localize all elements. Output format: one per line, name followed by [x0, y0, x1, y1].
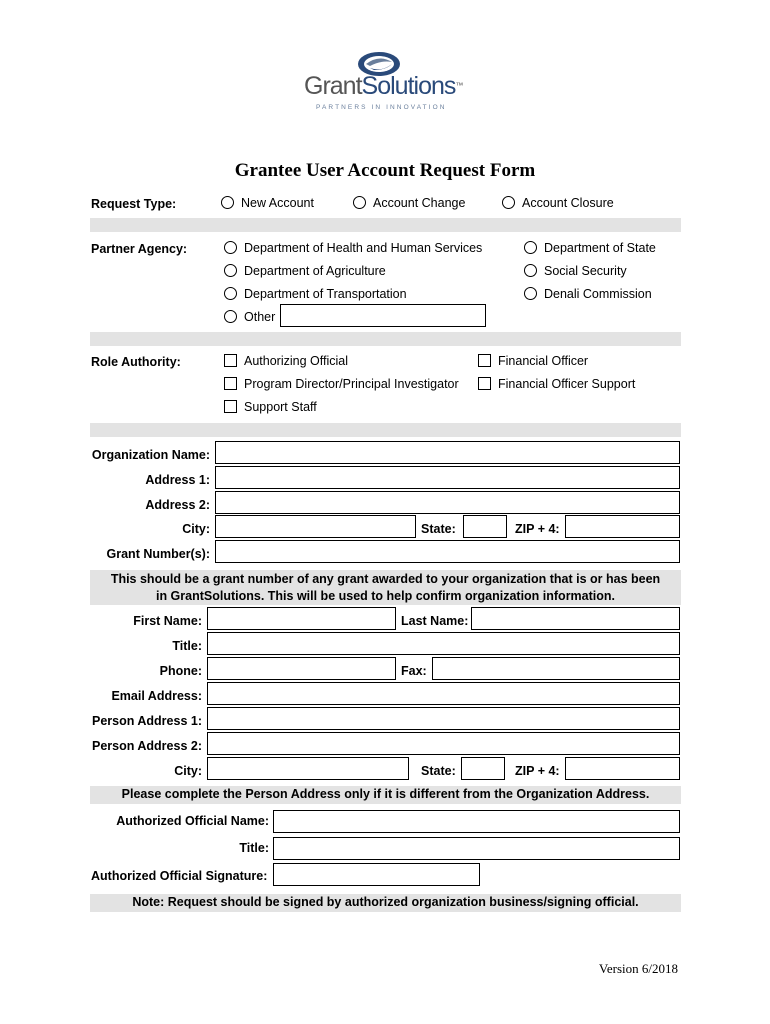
person-address1-label: Person Address 1:	[92, 714, 202, 728]
option-state: Department of State	[544, 241, 656, 255]
fax-label: Fax:	[401, 664, 427, 678]
option-new-account: New Account	[241, 196, 314, 210]
official-title-label: Title:	[239, 841, 269, 855]
email-input[interactable]	[207, 682, 680, 705]
org-address2-label: Address 2:	[145, 498, 210, 512]
org-address1-input[interactable]	[215, 466, 680, 489]
official-signature-input[interactable]	[273, 863, 480, 886]
grant-number-label: Grant Number(s):	[106, 547, 210, 561]
checkbox-program-director[interactable]	[224, 377, 237, 390]
email-label: Email Address:	[111, 689, 202, 703]
partner-agency-label: Partner Agency:	[91, 242, 188, 256]
radio-new-account[interactable]	[221, 196, 234, 209]
option-financial-officer-support: Financial Officer Support	[498, 377, 636, 391]
option-social-security: Social Security	[544, 264, 627, 278]
person-address2-input[interactable]	[207, 732, 680, 755]
logo-grant-text: Grant	[304, 72, 362, 100]
official-title-input[interactable]	[273, 837, 680, 860]
radio-denali[interactable]	[524, 287, 537, 300]
official-signature-label: Authorized Official Signature:	[91, 869, 268, 883]
divider-band	[90, 332, 681, 346]
person-city-input[interactable]	[207, 757, 409, 780]
official-name-input[interactable]	[273, 810, 680, 833]
other-agency-input[interactable]	[280, 304, 486, 327]
phone-input[interactable]	[207, 657, 396, 680]
person-state-label: State:	[421, 764, 456, 778]
person-zip-input[interactable]	[565, 757, 680, 780]
person-city-label: City:	[174, 764, 202, 778]
option-hhs: Department of Health and Human Services	[244, 241, 483, 255]
option-account-closure: Account Closure	[522, 196, 614, 210]
first-name-label: First Name:	[133, 614, 202, 628]
org-zip-label: ZIP + 4:	[515, 522, 560, 536]
fax-input[interactable]	[432, 657, 680, 680]
phone-label: Phone:	[159, 664, 202, 678]
person-address1-input[interactable]	[207, 707, 680, 730]
person-title-input[interactable]	[207, 632, 680, 655]
radio-transportation[interactable]	[224, 287, 237, 300]
person-zip-label: ZIP + 4:	[515, 764, 560, 778]
first-name-input[interactable]	[207, 607, 396, 630]
radio-state[interactable]	[524, 241, 537, 254]
person-title-label: Title:	[172, 639, 202, 653]
org-state-input[interactable]	[463, 515, 507, 538]
grant-number-note: This should be a grant number of any grant awarded to your organization that is or has been in GrantSolutions. This will be used to help confirm organization information.	[90, 570, 681, 605]
option-support-staff: Support Staff	[244, 400, 317, 414]
option-agriculture: Department of Agriculture	[244, 264, 386, 278]
org-city-label: City:	[182, 522, 210, 536]
radio-hhs[interactable]	[224, 241, 237, 254]
logo-solutions-text: Solutions	[361, 72, 456, 100]
option-denali: Denali Commission	[544, 287, 652, 301]
divider-band	[90, 218, 681, 232]
radio-social-security[interactable]	[524, 264, 537, 277]
person-address2-label: Person Address 2:	[92, 739, 202, 753]
divider-band	[90, 423, 681, 437]
logo-tm: ™	[455, 81, 463, 90]
request-type-label: Request Type:	[91, 197, 177, 211]
person-address-note: Please complete the Person Address only if it is different from the Organization Address.	[90, 786, 681, 804]
radio-account-closure[interactable]	[502, 196, 515, 209]
form-title: Grantee User Account Request Form	[234, 160, 536, 181]
checkbox-authorizing-official[interactable]	[224, 354, 237, 367]
checkbox-financial-officer-support[interactable]	[478, 377, 491, 390]
official-name-label: Authorized Official Name:	[116, 814, 269, 828]
org-address1-label: Address 1:	[145, 473, 210, 487]
checkbox-financial-officer[interactable]	[478, 354, 491, 367]
checkbox-support-staff[interactable]	[224, 400, 237, 413]
last-name-input[interactable]	[471, 607, 680, 630]
logo	[300, 50, 470, 116]
grant-number-input[interactable]	[215, 540, 680, 563]
organization-name-input[interactable]	[215, 441, 680, 464]
signing-note: Note: Request should be signed by authorized organization business/signing official.	[90, 894, 681, 912]
radio-other[interactable]	[224, 310, 237, 323]
logo-tagline: PARTNERS IN INNOVATION	[316, 104, 447, 111]
org-state-label: State:	[421, 522, 456, 536]
organization-name-label: Organization Name:	[91, 448, 210, 462]
version-text: Version 6/2018	[598, 961, 678, 976]
person-state-input[interactable]	[461, 757, 505, 780]
option-financial-officer: Financial Officer	[498, 354, 589, 368]
option-other: Other	[244, 310, 276, 324]
option-program-director: Program Director/Principal Investigator	[244, 377, 459, 391]
role-authority-label: Role Authority:	[91, 355, 181, 369]
option-account-change: Account Change	[373, 196, 466, 210]
option-transportation: Department of Transportation	[244, 287, 407, 301]
org-zip-input[interactable]	[565, 515, 680, 538]
org-city-input[interactable]	[215, 515, 416, 538]
radio-account-change[interactable]	[353, 196, 366, 209]
radio-agriculture[interactable]	[224, 264, 237, 277]
option-authorizing-official: Authorizing Official	[244, 354, 348, 368]
org-address2-input[interactable]	[215, 491, 680, 514]
last-name-label: Last Name:	[401, 614, 469, 628]
